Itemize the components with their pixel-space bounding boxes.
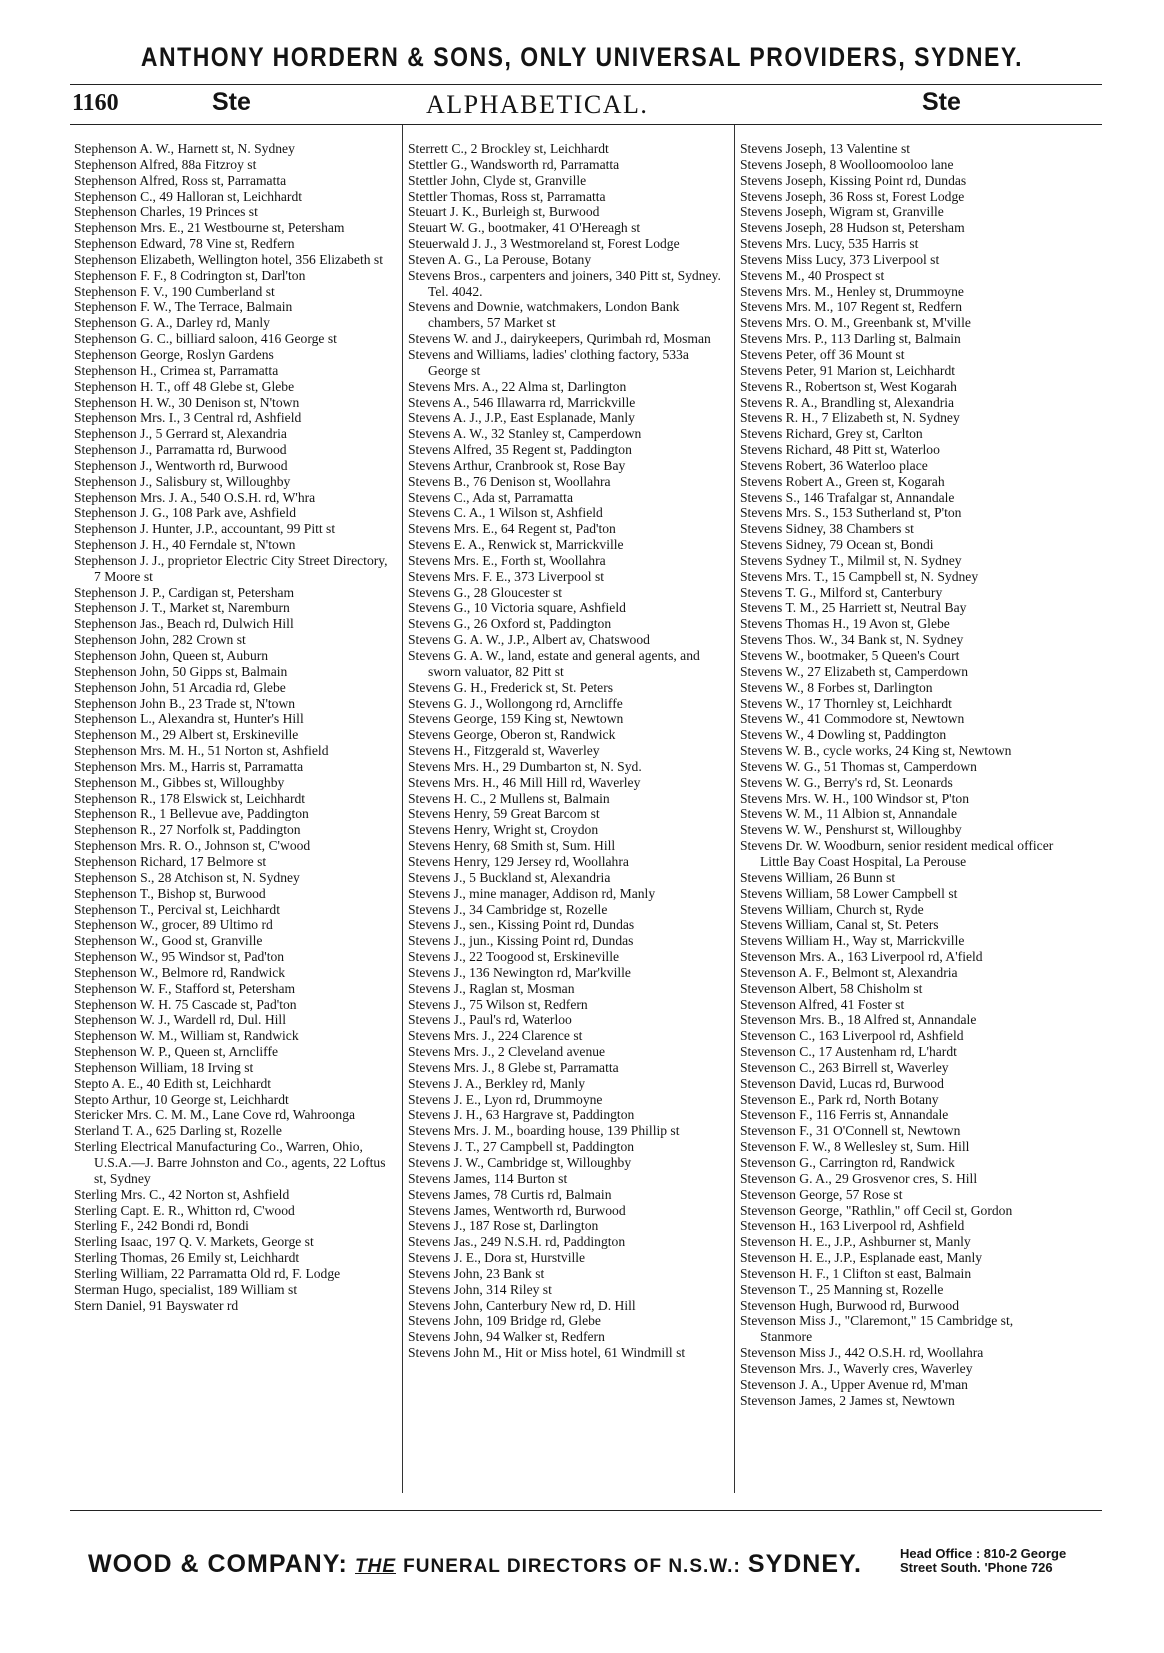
directory-entry: Stephenson W., grocer, 89 Ultimo rd [74,917,273,933]
directory-entry: Stevenson F., 31 O'Connell st, Newtown [740,1123,961,1139]
directory-entry: Stephenson William, 18 Irving st [74,1059,254,1075]
directory-entry: Stevens Arthur, Cranbrook st, Rose Bay [408,457,626,473]
directory-entry: Stevens J. W., Cambridge st, Willoughby [408,1155,632,1170]
directory-entry: Stepto Arthur, 10 George st, Leichhardt [74,1091,289,1107]
advertiser-name: WOOD & COMPANY: [88,1550,348,1578]
directory-entry: Stevenson F. W., 8 Wellesley st, Sum. Hill [740,1139,970,1155]
directory-entry: Stephenson Alfred, Ross st, Parramatta [74,172,287,188]
head-office-line-2: Street South. 'Phone 726 [900,1560,1053,1575]
directory-entry: Stevens Mrs. J., 2 Cleveland avenue [408,1044,606,1060]
directory-entry: Stevens M., 40 Prospect st [740,267,885,283]
directory-entry: Stevens J., 136 Newington rd, Mar'kville [408,964,631,980]
directory-entry: Stevens G., 28 Gloucester st [408,584,563,600]
header-rule-top [70,84,1102,85]
directory-entry: Stevens J., mine manager, Addison rd, Manly [408,885,656,901]
directory-entry: Sterman Hugo, specialist, 189 William st [74,1281,298,1297]
directory-entry: Sterling Electrical Manufacturing Co., Warren, Ohio, U.S.A.—J. Barre Johnston and Co., agents, 22 Loftus st, Sydney [74,1139,386,1186]
directory-entry: Stevens George, Oberon st, Randwick [408,727,616,743]
directory-entry: Stevens Mrs. A., 22 Alma st, Darlington [408,378,627,394]
directory-entry: Stevens Richard, 48 Pitt st, Waterloo [740,442,940,458]
directory-entry: Stephenson W. F., Stafford st, Petersham [74,980,296,996]
directory-entry: Stephenson H. T., off 48 Glebe st, Glebe [74,378,295,394]
directory-entry: Stevens J., 75 Wilson st, Redfern [408,996,588,1012]
directory-entry: Stevens Mrs. S., 153 Sutherland st, P'ton [740,505,962,521]
directory-entry: Stevens A. W., 32 Stanley st, Camperdown [408,426,642,442]
directory-entry: Stevens A. J., J.P., East Esplanade, Manly [408,410,635,426]
directory-entry: Stevens Mrs. T., 15 Campbell st, N. Sydney [740,568,979,584]
directory-column-1 [74,141,396,1313]
directory-entry: Stevens W., 17 Thornley st, Leichhardt [740,695,952,711]
directory-entry: Stephenson W. J., Wardell rd, Dul. Hill [74,1012,286,1028]
running-head-left: Ste [212,88,251,116]
directory-entry: Stevens Mrs. H., 46 Mill Hill rd, Waverley [408,774,641,790]
directory-entry: Stevens H. C., 2 Mullens st, Balmain [408,790,610,806]
directory-entry: Stevens Robert A., Green st, Kogarah [740,473,945,489]
directory-entry: Stevens G. H., Frederick st, St. Peters [408,679,614,695]
directory-entry: Steuart W. G., bootmaker, 41 O'Hereagh st [408,220,641,236]
directory-entry: Stevens G., 26 Oxford st, Paddington [408,616,612,632]
directory-entry: Sterling F., 242 Bondi rd, Bondi [74,1218,249,1234]
directory-entry: Stephenson Richard, 17 Belmore st [74,853,267,869]
head-office-line-1: Head Office : 810-2 George [900,1546,1067,1561]
directory-entry: Stephenson Mrs. M., Harris st, Parramatta [74,758,304,774]
directory-entry: Stevens Richard, Grey st, Carlton [740,426,923,442]
directory-entry: Stevens Mrs. J., 224 Clarence st [408,1028,583,1044]
directory-entry: Stevenson C., 163 Liverpool rd, Ashfield [740,1028,964,1044]
directory-entry: Stevens J. T., 27 Campbell st, Paddington [408,1139,635,1155]
directory-entry: Stevens Peter, 91 Marion st, Leichhardt [740,362,956,378]
directory-entry: Stevens J., 187 Rose st, Darlington [408,1218,599,1234]
directory-entry: Stevenson C., 263 Birrell st, Waverley [740,1059,949,1075]
directory-entry: Stevens and Downie, watchmakers, London Bank chambers, 57 Market st [408,299,680,331]
directory-entry: Stevens W., 27 Elizabeth st, Camperdown [740,663,969,679]
directory-entry: Stevens William, 26 Bunn st [740,869,896,885]
directory-entry: Stephenson Edward, 78 Vine st, Redfern [74,236,295,252]
directory-entry: Stevens William, Church st, Ryde [740,901,924,917]
directory-entry: Stevens R. H., 7 Elizabeth st, N. Sydney [740,410,960,426]
directory-entry: Stevens Mrs. Lucy, 535 Harris st [740,236,919,252]
directory-entry: Stevens Mrs. F. E., 373 Liverpool st [408,568,605,584]
directory-entry: Stevens H., Fitzgerald st, Waverley [408,743,600,759]
directory-entry: Stephenson J. Hunter, J.P., accountant, 99 Pitt st [74,521,336,537]
directory-entry: Stevens G. A. W., land, estate and general agents, and sworn valuator, 82 Pitt st [408,648,700,679]
directory-entry: Stephenson Mrs. I., 3 Central rd, Ashfield [74,410,302,426]
directory-entry: Stevens J. A., Berkley rd, Manly [408,1075,586,1091]
directory-entry: Stevens E. A., Renwick st, Marrickville [408,537,624,553]
directory-entry: Stevens W. W., Penshurst st, Willoughby [740,822,962,838]
advertiser-the: THE [355,1556,397,1577]
directory-entry: Stevenson James, 2 James st, Newtown [740,1392,955,1408]
directory-entry: Stephenson S., 28 Atchison st, N. Sydney [74,869,300,885]
directory-entry: Stevenson H. E., J.P., Esplanade east, Manly [740,1250,983,1266]
directory-entry: Stevens James, Wentworth rd, Burwood [408,1202,626,1218]
directory-entry: Sterling Thomas, 26 Emily st, Leichhardt [74,1250,300,1266]
directory-entry: Sterrett C., 2 Brockley st, Leichhardt [408,141,609,156]
directory-entry: Stephenson John, 282 Crown st [74,632,246,648]
directory-entry: Stevens T. M., 25 Harriett st, Neutral Bay [740,600,967,616]
directory-entry: Stevens J., Raglan st, Mosman [408,980,575,996]
header-rule-bottom [70,124,1102,125]
directory-entry: Stephenson M., 29 Albert st, Erskineville [74,727,299,743]
directory-entry: Stephenson W. H. 75 Cascade st, Pad'ton [74,996,297,1012]
directory-entry: Sterling Mrs. C., 42 Norton st, Ashfield [74,1186,290,1202]
directory-entry: Sterling Isaac, 197 Q. V. Markets, George st [74,1234,314,1250]
directory-entry: Stevens Mrs. J., 8 Glebe st, Parramatta [408,1059,619,1075]
advertiser-tagline: FUNERAL DIRECTORS OF N.S.W.: [403,1556,741,1577]
directory-entry: Stevens W. G., 51 Thomas st, Camperdown [740,758,977,774]
directory-entry: Stevens W., 41 Commodore st, Newtown [740,711,965,727]
directory-entry: Stephenson M., Gibbes st, Willoughby [74,774,285,790]
directory-entry: Stevens Henry, 59 Great Barcom st [408,806,600,822]
directory-entry: Stephenson C., 49 Halloran st, Leichhardt [74,188,303,204]
directory-entry: Stevens W. G., Berry's rd, St. Leonards [740,774,953,790]
directory-entry: Stevenson George, "Rathlin," off Cecil st, Gordon [740,1202,1013,1218]
directory-entry: Stevens J., 22 Toogood st, Erskineville [408,949,620,965]
directory-entry: Stevens W., 8 Forbes st, Darlington [740,679,933,695]
directory-entry: Stephenson Alfred, 88a Fitzroy st [74,156,257,172]
directory-entry: Stevens Mrs. H., 29 Dumbarton st, N. Syd. [408,758,642,774]
directory-entry: Stephenson Mrs. J. A., 540 O.S.H. rd, W'hra [74,489,316,505]
directory-entry: Stevens A., 546 Illawarra rd, Marrickville [408,394,636,410]
directory-entry: Stevens Mrs. W. H., 100 Windsor st, P'ton [740,790,969,806]
directory-entry: Stevenson G. A., 29 Grosvenor cres, S. Hill [740,1170,978,1186]
directory-entry: Stephenson J., Parramatta rd, Burwood [74,442,287,458]
directory-entry: Stern Daniel, 91 Bayswater rd [74,1297,239,1313]
directory-entry: Stephenson John B., 23 Trade st, N'town [74,695,296,711]
directory-entry: Stevens Mrs. E., Forth st, Woollahra [408,552,606,568]
directory-entry: Stevens W. B., cycle works, 24 King st, Newtown [740,743,1012,759]
directory-entry: Stevens and Williams, ladies' clothing factory, 533a George st [408,346,689,378]
directory-entry: Steuerwald J. J., 3 Westmoreland st, Forest Lodge [408,236,680,252]
directory-entry: Stevenson Miss J., 442 O.S.H. rd, Woollahra [740,1345,984,1361]
running-head-center: ALPHABETICAL. [426,90,649,119]
directory-entry: Stevens Mrs. M., Henley st, Drummoyne [740,283,964,299]
directory-entry: Stevenson T., 25 Manning st, Rozelle [740,1281,944,1297]
directory-entry: Sterland T. A., 625 Darling st, Rozelle [74,1123,282,1139]
directory-entry: Stevens Mrs. O. M., Greenbank st, M'ville [740,315,971,331]
page-header [70,88,1102,122]
directory-entry: Stevens Mrs. M., 107 Regent st, Redfern [740,299,963,315]
directory-entry: Stevens Sydney T., Milmil st, N. Sydney [740,552,962,568]
directory-entry: Stevens Sidney, 38 Chambers st [740,521,914,537]
directory-entry: Stevenson George, 57 Rose st [740,1186,903,1202]
directory-entry: Stevens W. M., 11 Albion st, Annandale [740,806,957,822]
directory-entry: Stevens G. A. W., J.P., Albert av, Chatswood [408,632,650,648]
directory-entry: Stettler Thomas, Ross st, Parramatta [408,188,606,204]
directory-entry: Stevens T. G., Milford st, Canterbury [740,584,943,600]
directory-entry: Stephenson J. J., proprietor Electric City Street Directory, 7 Moore st [74,552,388,584]
directory-entry: Stericker Mrs. C. M. M., Lane Cove rd, Wahroonga [74,1107,356,1123]
directory-entry: Stevens C. A., 1 Wilson st, Ashfield [408,505,603,521]
directory-entry: Stevens Joseph, Kissing Point rd, Dundas [740,172,967,188]
directory-entry: Stevens G. J., Wollongong rd, Arncliffe [408,695,623,711]
directory-entry: Stevens William H., Way st, Marrickville [740,933,965,949]
directory-entry: Stephenson F. F., 8 Codrington st, Darl'ton [74,267,306,283]
directory-entry: Stephenson A. W., Harnett st, N. Sydney [74,141,295,156]
directory-entry: Stephenson R., 178 Elswick st, Leichhardt [74,790,306,806]
directory-entry: Stevenson Mrs. A., 163 Liverpool rd, A'field [740,949,983,965]
directory-entry: Stevens George, 159 King st, Newtown [408,711,624,727]
directory-entry: Stephenson John, Queen st, Auburn [74,648,269,663]
directory-entry: Stettler John, Clyde st, Granville [408,172,587,188]
directory-entry: Stevenson F., 116 Ferris st, Annandale [740,1107,949,1123]
directory-entry: Stephenson W. P., Queen st, Arncliffe [74,1044,279,1060]
directory-entry: Stevens Robert, 36 Waterloo place [740,457,928,473]
directory-entry: Stevenson Albert, 58 Chisholm st [740,980,923,996]
directory-entry: Stevens Joseph, 36 Ross st, Forest Lodge [740,188,965,204]
directory-entry: Stevens Joseph, 13 Valentine st [740,141,911,156]
directory-entry: Stephenson John, 50 Gipps st, Balmain [74,663,288,679]
directory-entry: Steuart J. K., Burleigh st, Burwood [408,204,600,220]
advertiser-city: SYDNEY. [747,1550,862,1578]
directory-entry: Stevenson C., 17 Austenham rd, L'hardt [740,1044,957,1060]
directory-entry: Stephenson John, 51 Arcadia rd, Glebe [74,679,286,695]
directory-entry: Stevenson Miss J., "Claremont," 15 Cambridge st, Stanmore [740,1313,1014,1345]
directory-entry: Stephenson W., 95 Windsor st, Pad'ton [74,949,285,965]
directory-columns [74,141,1106,1492]
directory-entry: Stevenson H., 163 Liverpool rd, Ashfield [740,1218,965,1234]
directory-entry: Stephenson J., Wentworth rd, Burwood [74,457,288,473]
directory-entry: Stephenson H. W., 30 Denison st, N'town [74,394,300,410]
directory-entry: Stephenson R., 27 Norfolk st, Paddington [74,822,301,838]
directory-entry: Stevens B., 76 Denison st, Woollahra [408,473,611,489]
directory-entry: Stevenson H. F., 1 Clifton st east, Balmain [740,1265,972,1281]
publisher-banner: ANTHONY HORDERN & SONS, ONLY UNIVERSAL PROVIDERS, SYDNEY. [140,41,1024,72]
directory-entry: Steven A. G., La Perouse, Botany [408,251,592,267]
directory-entry: Stevens G., 10 Victoria square, Ashfield [408,600,626,616]
directory-entry: Stevens R. A., Brandling st, Alexandria [740,394,955,410]
directory-entry: Stevens J., 5 Buckland st, Alexandria [408,869,611,885]
directory-entry: Stephenson L., Alexandra st, Hunter's Hill [74,711,304,727]
directory-entry: Stevenson Hugh, Burwood rd, Burwood [740,1297,960,1313]
directory-entry: Stephenson Elizabeth, Wellington hotel, 356 Elizabeth st [74,251,383,267]
directory-entry: Stevens Thos. W., 34 Bank st, N. Sydney [740,632,964,648]
directory-entry: Stevens William, 58 Lower Campbell st [740,885,958,901]
directory-entry: Stevens Joseph, 8 Woolloomooloo lane [740,156,954,172]
directory-entry: Stevens Henry, Wright st, Croydon [408,822,599,838]
directory-entry: Stephenson J., Salisbury st, Willoughby [74,473,291,489]
directory-entry: Stevens Peter, off 36 Mount st [740,346,905,362]
directory-entry: Stevens S., 146 Trafalgar st, Annandale [740,489,955,505]
directory-entry: Stevens J., Paul's rd, Waterloo [408,1012,572,1028]
directory-entry: Stephenson J. H., 40 Ferndale st, N'town [74,537,296,553]
directory-entry: Stephenson G. A., Darley rd, Manly [74,315,270,331]
directory-entry: Stevenson G., Carrington rd, Randwick [740,1155,955,1170]
advertisement-footer [88,1550,862,1579]
directory-entry: Stephenson George, Roslyn Gardens [74,346,274,362]
directory-entry: Stevenson H. E., J.P., Ashburner st, Manly [740,1234,971,1250]
directory-entry: Stevens W., 4 Dowling st, Paddington [740,727,947,743]
directory-entry: Stevens Bros., carpenters and joiners, 340 Pitt st, Sydney. Tel. 4042. [408,267,721,299]
directory-entry: Stevens J. E., Dora st, Hurstville [408,1250,586,1266]
directory-entry: Stephenson T., Bishop st, Burwood [74,885,266,901]
directory-entry: Stettler G., Wandsworth rd, Parramatta [408,156,620,172]
directory-entry: Stevens J., jun., Kissing Point rd, Dundas [408,933,634,949]
directory-entry: Stevenson Mrs. B., 18 Alfred st, Annandale [740,1012,977,1028]
directory-entry: Sterling William, 22 Parramatta Old rd, F. Lodge [74,1265,341,1281]
directory-entry: Stevenson J. A., Upper Avenue rd, M'man [740,1376,968,1392]
directory-entry: Stevens Miss Lucy, 373 Liverpool st [740,251,940,267]
directory-entry: Stevens J. E., Lyon rd, Drummoyne [408,1091,603,1107]
directory-entry: Stephenson W., Good st, Granville [74,933,263,949]
directory-entry: Stevens William, Canal st, St. Peters [740,917,939,933]
directory-entry: Stephenson F. V., 190 Cumberland st [74,283,275,299]
directory-entry: Stevenson Mrs. J., Waverly cres, Waverley [740,1360,973,1376]
directory-entry: Stephenson Mrs. R. O., Johnson st, C'wood [74,838,311,854]
directory-entry: Stevens Mrs. P., 113 Darling st, Balmain [740,331,961,347]
directory-entry: Stephenson W. M., William st, Randwick [74,1028,299,1044]
directory-entry: Stephenson Charles, 19 Princes st [74,204,258,220]
running-head-right: Ste [922,88,961,116]
directory-entry: Stevens John, 109 Bridge rd, Glebe [408,1313,601,1329]
directory-entry: Stevens W., bootmaker, 5 Queen's Court [740,648,960,663]
directory-entry: Stevens Dr. W. Woodburn, senior resident medical officer Little Bay Coast Hospital, La Perouse [740,838,1054,869]
page-number: 1160 [72,90,119,116]
directory-entry: Stevens Mrs. E., 64 Regent st, Pad'ton [408,521,616,537]
directory-entry: Stevens J. H., 63 Hargrave st, Paddington [408,1107,635,1123]
directory-entry: Stepto A. E., 40 Edith st, Leichhardt [74,1075,272,1091]
directory-entry: Stevens W. and J., dairykeepers, Qurimbah rd, Mosman [408,331,711,347]
directory-entry: Stephenson R., 1 Bellevue ave, Paddington [74,806,309,822]
directory-column-3 [740,141,1062,1409]
directory-entry: Stevens Mrs. J. M., boarding house, 139 Phillip st [408,1123,680,1139]
directory-entry: Stephenson J. G., 108 Park ave, Ashfield [74,505,297,521]
directory-entry: Stevens John, 94 Walker st, Redfern [408,1329,605,1345]
directory-entry: Stevens Sidney, 79 Ocean st, Bondi [740,537,934,553]
directory-entry: Stephenson Mrs. E., 21 Westbourne st, Petersham [74,220,345,236]
directory-entry: Stevens John, Canterbury New rd, D. Hill [408,1297,636,1313]
directory-column-2 [408,141,730,1361]
directory-entry: Stephenson H., Crimea st, Parramatta [74,362,279,378]
directory-entry: Stevens C., Ada st, Parramatta [408,489,573,505]
directory-entry: Stevens Joseph, Wigram st, Granville [740,204,944,220]
directory-entry: Stephenson J. T., Market st, Naremburn [74,600,290,616]
directory-entry: Stephenson W., Belmore rd, Randwick [74,964,286,980]
directory-entry: Stevens John, 23 Bank st [408,1265,545,1281]
footer-rule [70,1510,1102,1511]
directory-entry: Stephenson F. W., The Terrace, Balmain [74,299,293,315]
directory-entry: Stephenson T., Percival st, Leichhardt [74,901,280,917]
directory-entry: Stevens J., 34 Cambridge st, Rozelle [408,901,608,917]
head-office-note [900,1547,1066,1575]
directory-entry: Stephenson G. C., billiard saloon, 416 George st [74,331,337,347]
directory-entry: Stevens James, 78 Curtis rd, Balmain [408,1186,612,1202]
directory-entry: Stevens Henry, 129 Jersey rd, Woollahra [408,853,629,869]
directory-entry: Stevens R., Robertson st, West Kogarah [740,378,957,394]
directory-entry: Stevens Thomas H., 19 Avon st, Glebe [740,616,950,632]
directory-entry: Stephenson J., 5 Gerrard st, Alexandria [74,426,287,442]
directory-entry: Stevens Alfred, 35 Regent st, Paddington [408,442,632,458]
directory-entry: Stevenson E., Park rd, North Botany [740,1091,939,1107]
directory-entry: Stevens John, 314 Riley st [408,1281,552,1297]
directory-entry: Stephenson Mrs. M. H., 51 Norton st, Ashfield [74,743,329,759]
directory-entry: Stevenson Alfred, 41 Foster st [740,996,905,1012]
directory-entry: Stephenson J. P., Cardigan st, Petersham [74,584,295,600]
directory-entry: Stevens J., sen., Kissing Point rd, Dundas [408,917,635,933]
directory-entry: Sterling Capt. E. R., Whitton rd, C'wood [74,1202,295,1218]
directory-entry: Stevenson David, Lucas rd, Burwood [740,1075,944,1091]
directory-entry: Stevens James, 114 Burton st [408,1170,568,1186]
directory-entry: Stevens Henry, 68 Smith st, Sum. Hill [408,838,616,854]
directory-entry: Stevenson A. F., Belmont st, Alexandria [740,964,958,980]
directory-entry: Stevens Joseph, 28 Hudson st, Petersham [740,220,965,236]
directory-entry: Stephenson Jas., Beach rd, Dulwich Hill [74,616,294,632]
directory-entry: Stevens Jas., 249 N.S.H. rd, Paddington [408,1234,626,1250]
directory-entry: Stevens John M., Hit or Miss hotel, 61 Windmill st [408,1345,686,1361]
